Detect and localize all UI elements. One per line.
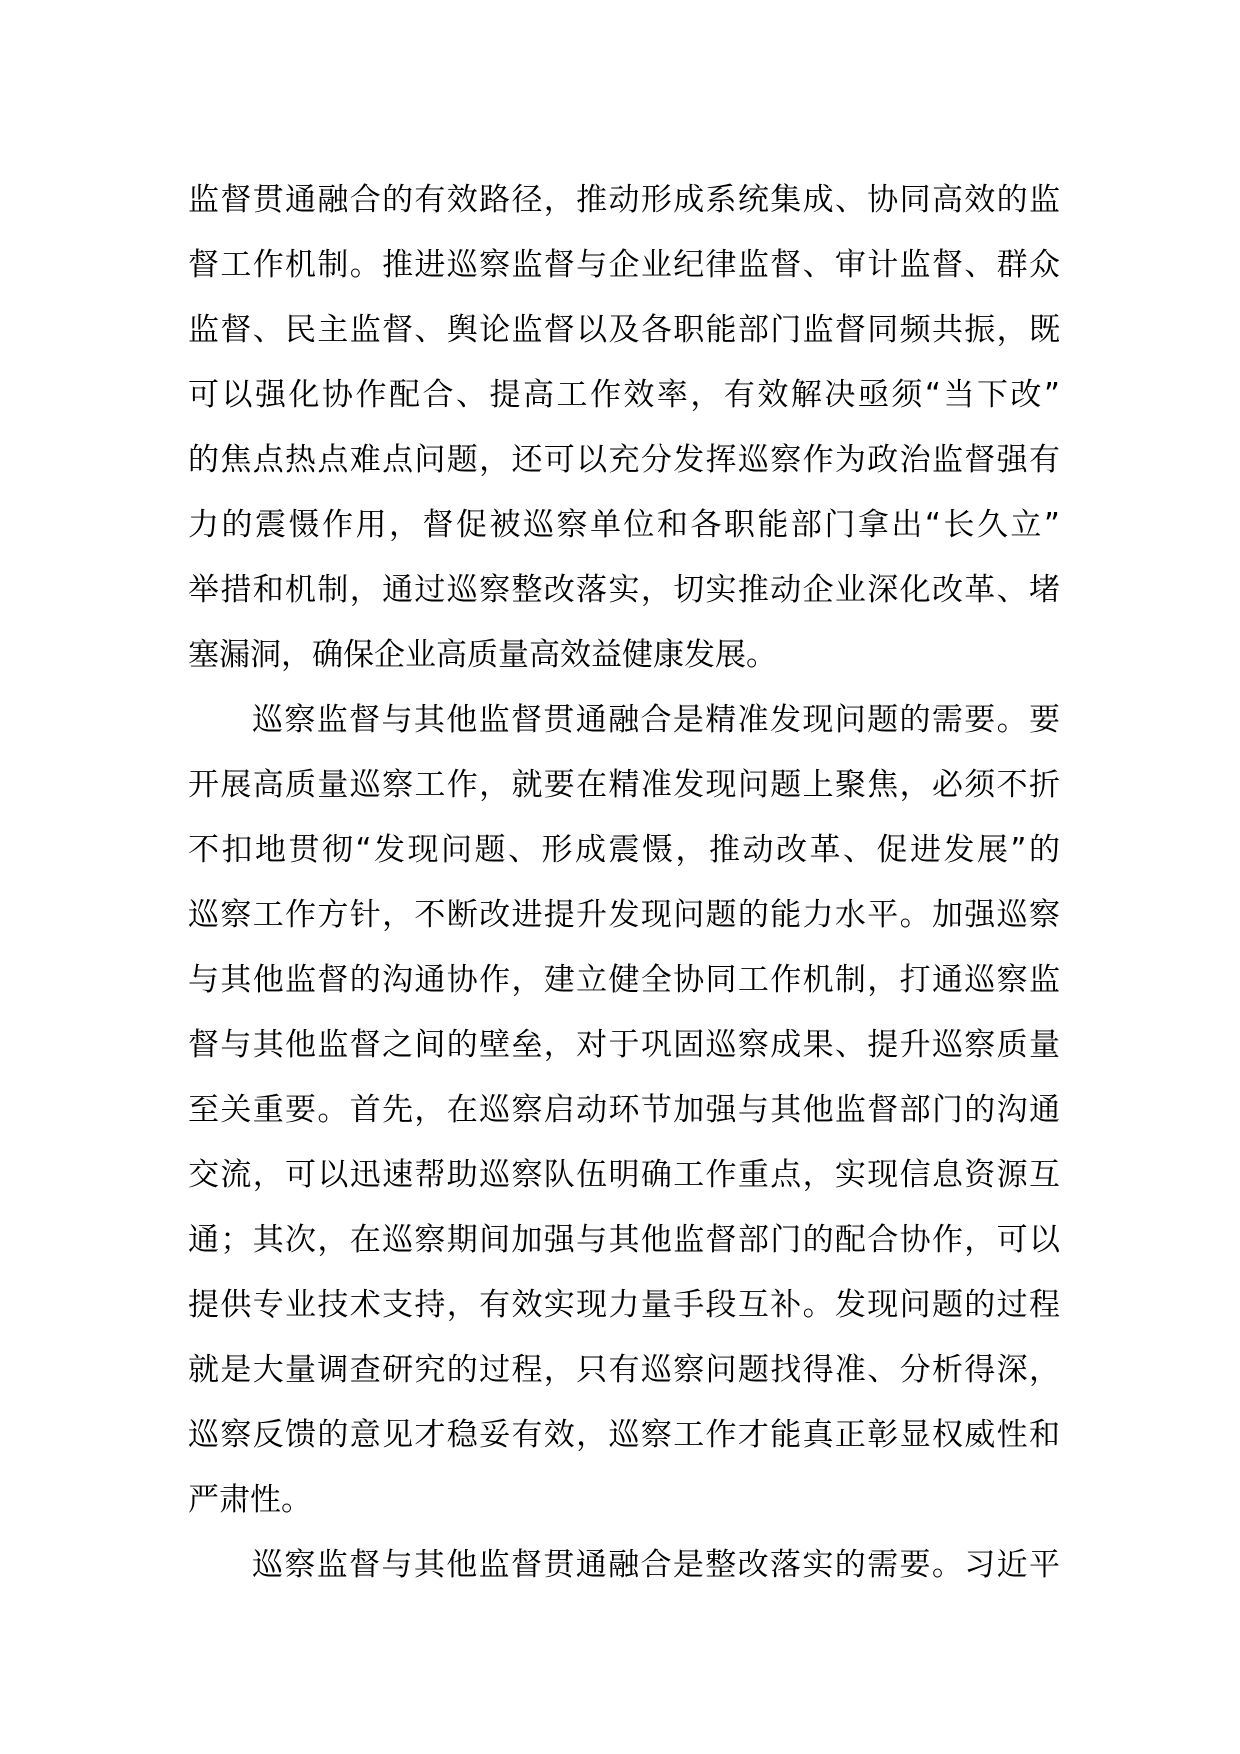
text-line: 巡察反馈的意见才稳妥有效，巡察工作才能真正彰显权威性和 [188, 1417, 1060, 1453]
text-line: 督与其他监督之间的壁垒，对于巩固巡察成果、提升巡察质量 [188, 1027, 1060, 1063]
text-line: 不扣地贯彻“发现问题、形成震慑，推动改革、促进发展”的 [188, 832, 1060, 868]
text-line: 的焦点热点难点问题，还可以充分发挥巡察作为政治监督强有 [188, 442, 1060, 478]
text-line: 监督贯通融合的有效路径，推动形成系统集成、协同高效的监 [188, 182, 1060, 218]
text-line: 与其他监督的沟通协作，建立健全协同工作机制，打通巡察监 [188, 962, 1060, 998]
text-line: 可以强化协作配合、提高工作效率，有效解决亟须“当下改” [188, 377, 1060, 413]
text-line: 交流，可以迅速帮助巡察队伍明确工作重点，实现信息资源互 [188, 1157, 1060, 1193]
body-text [188, 168, 1060, 1598]
text-line: 严肃性。 [188, 1482, 312, 1518]
text-line: 监督、民主监督、舆论监督以及各职能部门监督同频共振，既 [188, 312, 1060, 348]
text-line: 通；其次，在巡察期间加强与其他监督部门的配合协作，可以 [188, 1222, 1060, 1258]
text-line: 开展高质量巡察工作，就要在精准发现问题上聚焦，必须不折 [188, 767, 1060, 803]
text-line: 力的震慑作用，督促被巡察单位和各职能部门拿出“长久立” [188, 507, 1060, 543]
text-line: 至关重要。首先，在巡察启动环节加强与其他监督部门的沟通 [188, 1092, 1060, 1128]
text-line: 就是大量调查研究的过程，只有巡察问题找得准、分析得深， [188, 1352, 1060, 1388]
paragraph-first-line: 巡察监督与其他监督贯通融合是整改落实的需要。习近平 [252, 1547, 1060, 1583]
text-line: 督工作机制。推进巡察监督与企业纪律监督、审计监督、群众 [188, 247, 1060, 283]
text-line: 塞漏洞，确保企业高质量高效益健康发展。 [188, 637, 777, 673]
text-line: 巡察工作方针，不断改进提升发现问题的能力水平。加强巡察 [188, 897, 1060, 933]
paragraph-first-line: 巡察监督与其他监督贯通融合是精准发现问题的需要。要 [252, 702, 1060, 738]
text-line: 举措和机制，通过巡察整改落实，切实推动企业深化改革、堵 [188, 572, 1060, 608]
text-line: 提供专业技术支持，有效实现力量手段互补。发现问题的过程 [188, 1287, 1060, 1323]
